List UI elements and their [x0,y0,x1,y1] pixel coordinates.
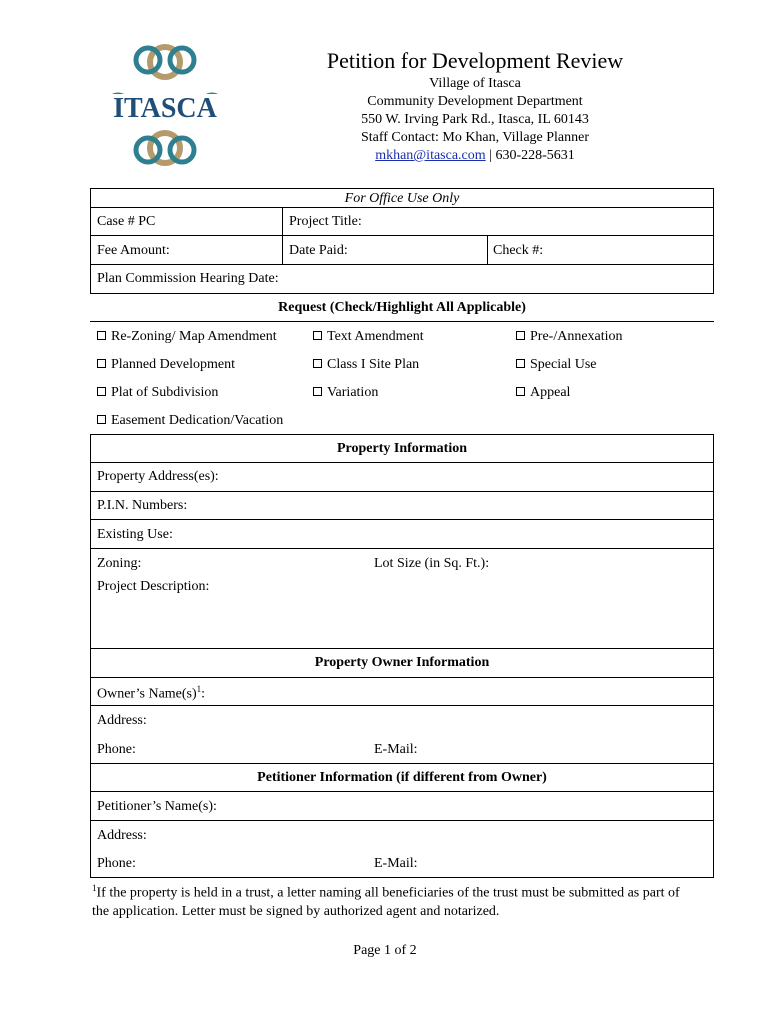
option-special-use[interactable]: Special Use [516,357,596,373]
hearing-date-field[interactable]: Plan Commission Hearing Date: [97,271,279,286]
checkbox[interactable] [516,387,525,396]
option-planned-development[interactable]: Planned Development [97,357,235,373]
petitioner-phone-field[interactable]: Phone: [97,856,136,871]
owner-name-field[interactable]: Owner’s $Name(s)^1$: [97,684,206,702]
org-name: Village of Itasca [429,76,521,91]
email-link[interactable]: mkhan@itasca.com [375,148,486,163]
address: 550 W. Irving Park Rd., Itasca, IL 60143 [361,112,589,127]
option-rezoning[interactable]: Re-Zoning/ Map Amendment [97,329,277,345]
option-text-amendment[interactable]: Text Amendment [313,329,424,345]
department: Community Development Department [367,94,583,109]
page-title: Petition for Development Review [326,48,624,73]
footnote: $^1$If the property is held in a trust, a letter naming all beneficiaries of the trust must be submitted as part of the application. Letter must be signed by authorized agent and notarized. [92,883,680,919]
project-description-field[interactable]: Project Description: [97,579,210,594]
checkbox[interactable] [313,387,322,396]
option-annexation[interactable]: Pre-/Annexation [516,329,623,345]
lot-size-field[interactable]: Lot Size (in Sq. Ft.): [374,556,490,571]
contact-line [300,148,650,164]
owner-address-field[interactable]: Address: [97,713,147,728]
zoning-field[interactable]: Zoning: [97,556,142,571]
checkbox[interactable] [97,387,106,396]
contact-phone: | 630-228-5631 [485,148,575,163]
option-appeal[interactable]: Appeal [516,385,570,401]
option-easement[interactable]: Easement Dedication/Vacation [97,413,283,429]
request-heading: Request (Check/Highlight All Applicable) [278,300,526,315]
petitioner-email-field[interactable]: E-Mail: [374,856,418,871]
fee-amount-field[interactable]: Fee Amount: [97,243,170,258]
check-number-field[interactable]: Check #: [493,243,544,258]
option-site-plan[interactable]: Class I Site Plan [313,357,419,373]
option-variation[interactable]: Variation [313,385,378,401]
property-address-field[interactable]: Property Address(es): [97,469,219,484]
date-paid-field[interactable]: Date Paid: [289,243,348,258]
owner-email-field[interactable]: E-Mail: [374,742,418,757]
checkbox[interactable] [516,331,525,340]
owner-heading: Property Owner Information [314,655,490,670]
owner-phone-field[interactable]: Phone: [97,742,136,757]
checkbox[interactable] [97,331,106,340]
logo-text: ITASCA [113,93,217,124]
checkbox[interactable] [313,359,322,368]
property-heading: Property Information [337,441,467,456]
page-number: Page 1 of 2 [353,943,417,958]
petitioner-heading: Petitioner Information (if different from Owner) [257,770,547,785]
itasca-logo [100,42,230,170]
project-title-field[interactable]: Project Title: [289,214,362,229]
existing-use-field[interactable]: Existing Use: [97,527,173,542]
checkbox[interactable] [97,415,106,424]
case-number-field[interactable]: Case # PC [97,214,156,229]
petitioner-name-field[interactable]: Petitioner’s Name(s): [97,799,217,814]
staff-contact: Staff Contact: Mo Khan, Village Planner [360,130,590,145]
checkbox[interactable] [97,359,106,368]
office-use-heading: For Office Use Only [344,191,460,206]
checkbox[interactable] [516,359,525,368]
pin-field[interactable]: P.I.N. Numbers: [97,498,188,513]
option-plat-subdivision[interactable]: Plat of Subdivision [97,385,218,401]
checkbox[interactable] [313,331,322,340]
petitioner-address-field[interactable]: Address: [97,828,147,843]
